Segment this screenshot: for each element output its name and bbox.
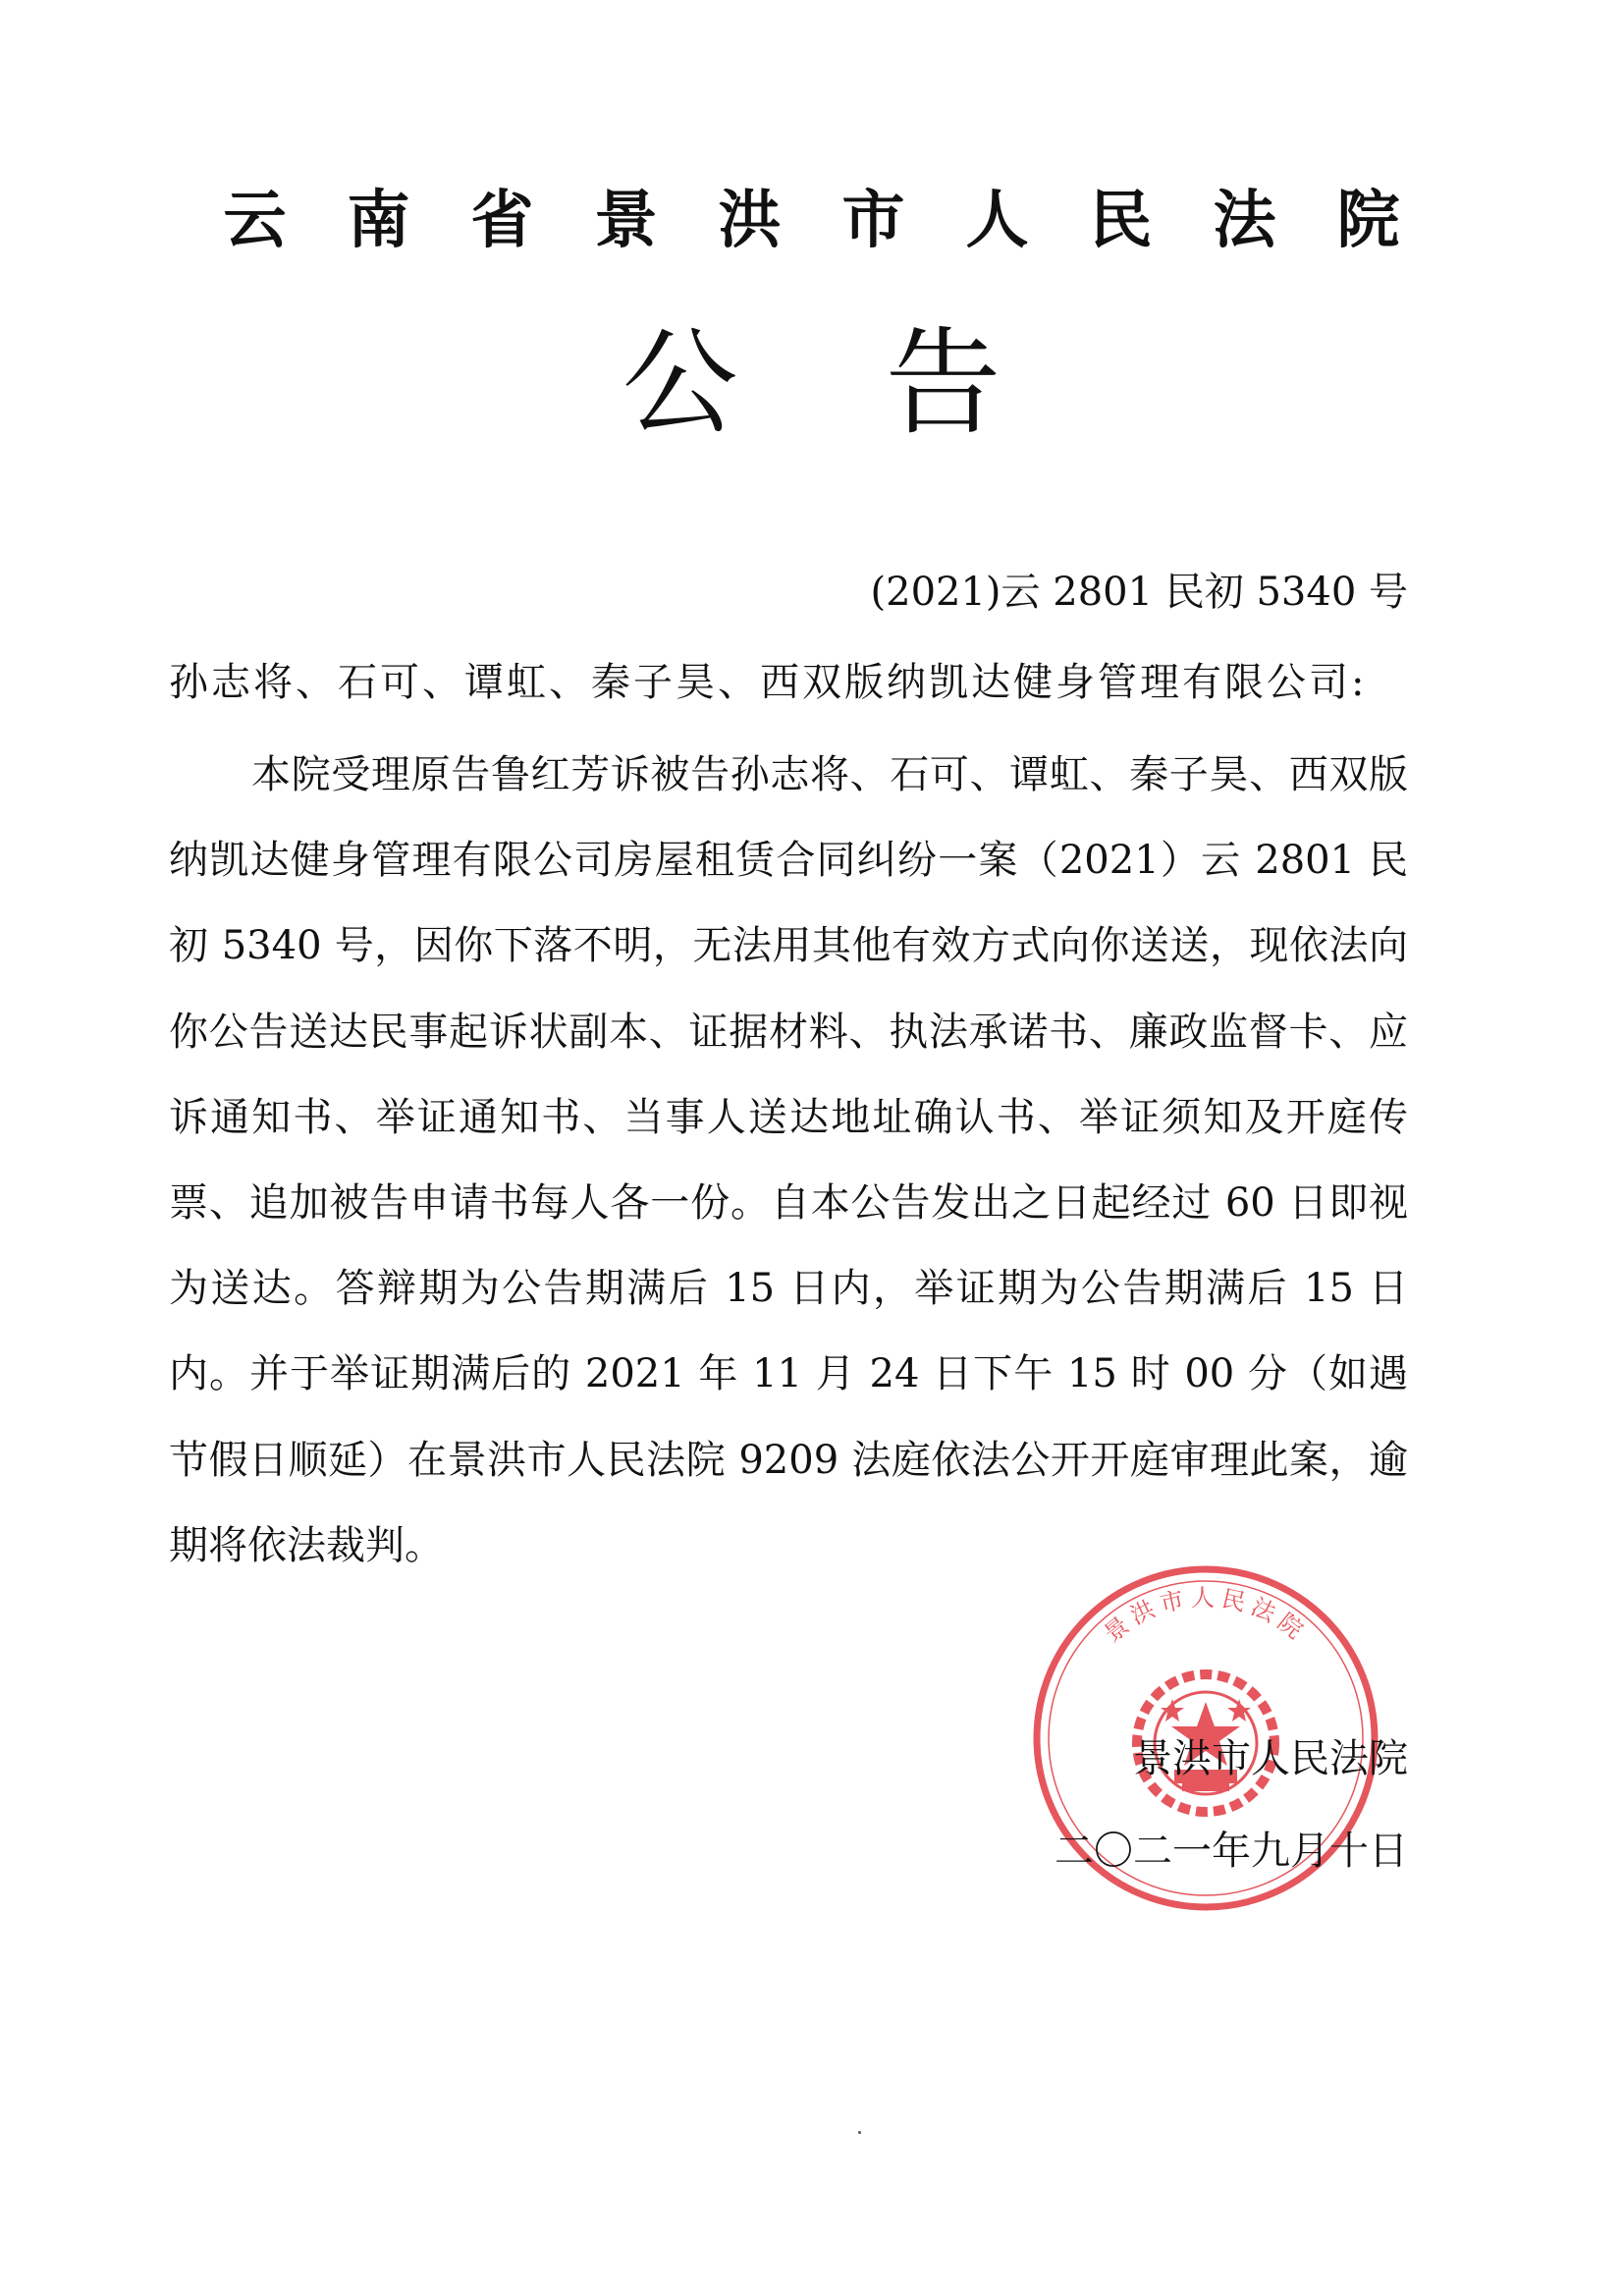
document-title	[0, 314, 1623, 452]
seal-text: 景洪市人民法院	[1099, 1584, 1313, 1648]
court-name-char: 南	[347, 184, 410, 257]
case-number: (2021)云 2801 民初 5340 号	[870, 570, 1408, 615]
court-name-char: 云	[223, 184, 287, 257]
title-char: 公	[622, 315, 738, 451]
scan-artifact	[858, 2131, 861, 2134]
court-name-char: 民	[1089, 184, 1153, 257]
court-name-char: 市	[841, 184, 905, 257]
notice-body: 本院受理原告鲁红芳诉被告孙志将、石可、谭虹、秦子昊、西双版纳凯达健身管理有限公司房屋租赁合同纠纷一案（2021）云 2801 民初 5340 号，因你下落不明，无法用其他有效方式向你送送，现依法向你公告送达民事起诉状副本、证据材料、执法承诺书、廉政监督卡、应诉通知书、举证通知书、当事人送达地址确认书、举证须知及开庭传票、追加被告申请书每人各一份。自本公告发出之日起经过 60 日即视为送达。答辩期为公告期满后 15 日内，举证期为公告期满后 15 日内。并于举证期满后的 2021 年 11 月 24 日下午 15 时 00 分（如遇节假日顺延）在景洪市人民法院 9209 法庭依法公开开庭审理此案，逾期将依法裁判。	[169, 752, 1408, 1568]
court-name-char: 洪	[718, 184, 782, 257]
addressee-line: 孙志将、石可、谭虹、秦子昊、西双版纳凯达健身管理有限公司:	[169, 660, 1368, 705]
court-name-char: 省	[470, 184, 534, 257]
court-name-char: 景	[594, 184, 658, 257]
court-name-char: 院	[1336, 184, 1400, 257]
title-char: 告	[885, 315, 1001, 451]
svg-text:景洪市人民法院	[1099, 1584, 1313, 1648]
signature-court-name: 景洪市人民法院	[1133, 1736, 1408, 1781]
court-name-char: 法	[1213, 184, 1276, 257]
court-name-heading	[0, 182, 1623, 260]
signature-date: 二〇二一年九月十日	[1055, 1829, 1408, 1874]
court-name-char: 人	[965, 184, 1029, 257]
